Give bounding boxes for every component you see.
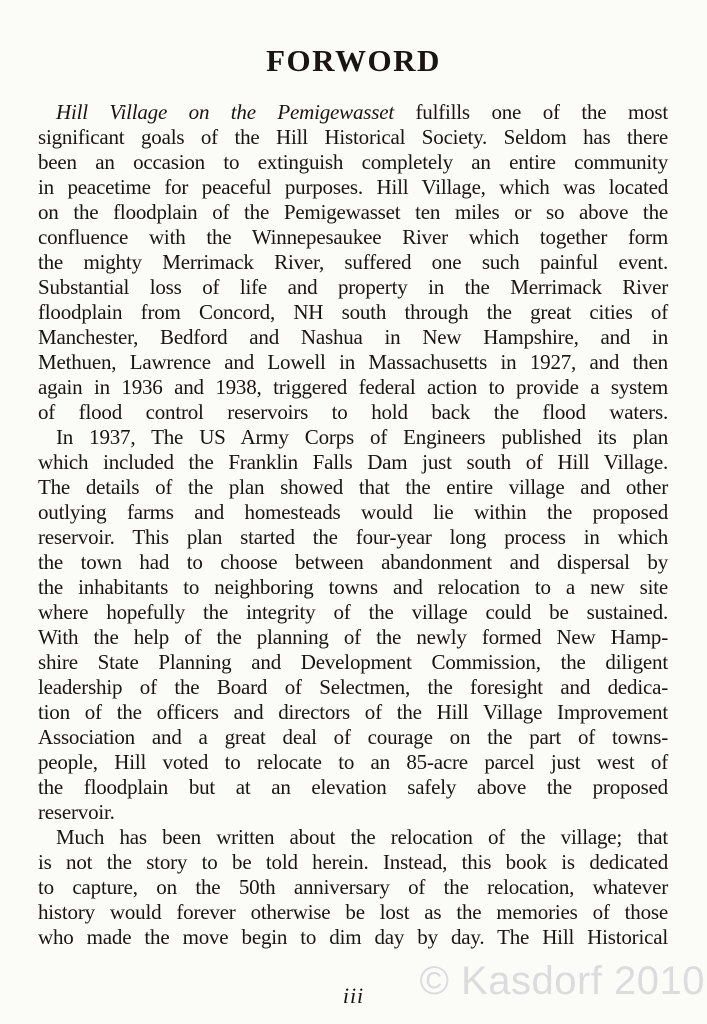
text-segment: to capture, on the 50th anniversary of the relocation, whatever [38,875,668,899]
page-number: iii [342,983,365,1008]
text-line [38,850,668,875]
text-segment: outlying farms and homesteads would lie within the proposed [38,500,668,524]
text-line [38,700,668,725]
text-line [38,600,668,625]
text-segment: in peacetime for peaceful purposes. Hill Village, which was located [38,175,668,199]
text-line [38,875,668,900]
text-line [38,400,668,425]
text-segment: on the floodplain of the Pemigewasset ten miles or so above the [38,200,668,224]
text-segment: reservoir. [38,800,115,824]
text-segment: history would forever otherwise be lost as the memories of those [38,900,668,924]
text-segment: of flood control reservoirs to hold back the flood waters. [38,400,668,424]
text-segment: is not the story to be told herein. Instead, this book is dedicated [38,850,668,874]
text-segment: the inhabitants to neighboring towns and relocation to a new site [38,575,668,599]
text-line [38,625,668,650]
text-segment: where hopefully the integrity of the village could be sustained. [38,600,668,624]
text-line [38,175,668,200]
text-segment: which included the Franklin Falls Dam just south of Hill Village. [38,450,668,474]
text-line [38,525,668,550]
text-segment: the town had to choose between abandonment and dispersal by [38,550,668,574]
text-segment: who made the move begin to dim day by day. The Hill Historical [38,925,668,949]
text-line [38,925,668,950]
text-line [38,275,668,300]
text-line [38,450,668,475]
text-segment: shire State Planning and Development Commission, the diligent [38,650,668,674]
text-segment: again in 1936 and 1938, triggered federal action to provide a system [38,375,668,399]
text-segment: leadership of the Board of Selectmen, the foresight and dedica- [38,675,668,699]
text-segment: confluence with the Winnepesaukee River which together form [38,225,668,249]
text-segment: floodplain from Concord, NH south through the great cities of [38,300,668,324]
text-line [38,675,668,700]
text-line [38,300,668,325]
italic-text: Hill Village on the Pemigewasset [56,100,394,124]
text-line [38,150,668,175]
text-line [38,350,668,375]
text-segment: the mighty Merrimack River, suffered one such painful event. [38,250,668,274]
text-line [38,325,668,350]
text-segment: With the help of the planning of the newly formed New Hamp- [38,625,668,649]
text-segment: In 1937, The US Army Corps of Engineers published its plan [56,425,668,449]
text-line [38,225,668,250]
text-line [38,550,668,575]
text-segment: been an occasion to extinguish completely an entire community [38,150,668,174]
text-line [38,575,668,600]
text-segment: Substantial loss of life and property in the Merrimack River [38,275,668,299]
text-line [38,750,668,775]
text-segment: Manchester, Bedford and Nashua in New Hampshire, and in [38,325,668,349]
text-segment: tion of the officers and directors of the Hill Village Improvement [38,700,668,724]
body-text [38,100,668,950]
text-segment: Association and a great deal of courage on the part of towns- [38,725,668,749]
text-line [38,900,668,925]
text-line [38,200,668,225]
text-segment: the floodplain but at an elevation safely above the proposed [38,775,668,799]
text-segment: Much has been written about the relocation of the village; that [56,825,668,849]
text-line [38,375,668,400]
text-line [38,725,668,750]
watermark: © Kasdorf 2010 [419,959,705,1003]
text-segment: significant goals of the Hill Historical Society. Seldom has there [38,125,668,149]
text-line [38,650,668,675]
text-line [38,100,668,125]
text-line [38,475,668,500]
text-line [38,500,668,525]
text-line [38,125,668,150]
text-segment: The details of the plan showed that the entire village and other [38,475,668,499]
text-line [38,250,668,275]
text-line [38,425,668,450]
text-line [38,775,668,800]
text-segment: fulfills one of the most [393,100,668,124]
text-line [38,800,668,825]
text-segment: reservoir. This plan started the four-year long process in which [38,525,668,549]
text-segment: Methuen, Lawrence and Lowell in Massachusetts in 1927, and then [38,350,668,374]
page-title: FORWORD [266,43,441,78]
text-line [38,825,668,850]
text-segment: people, Hill voted to relocate to an 85-acre parcel just west of [38,750,668,774]
